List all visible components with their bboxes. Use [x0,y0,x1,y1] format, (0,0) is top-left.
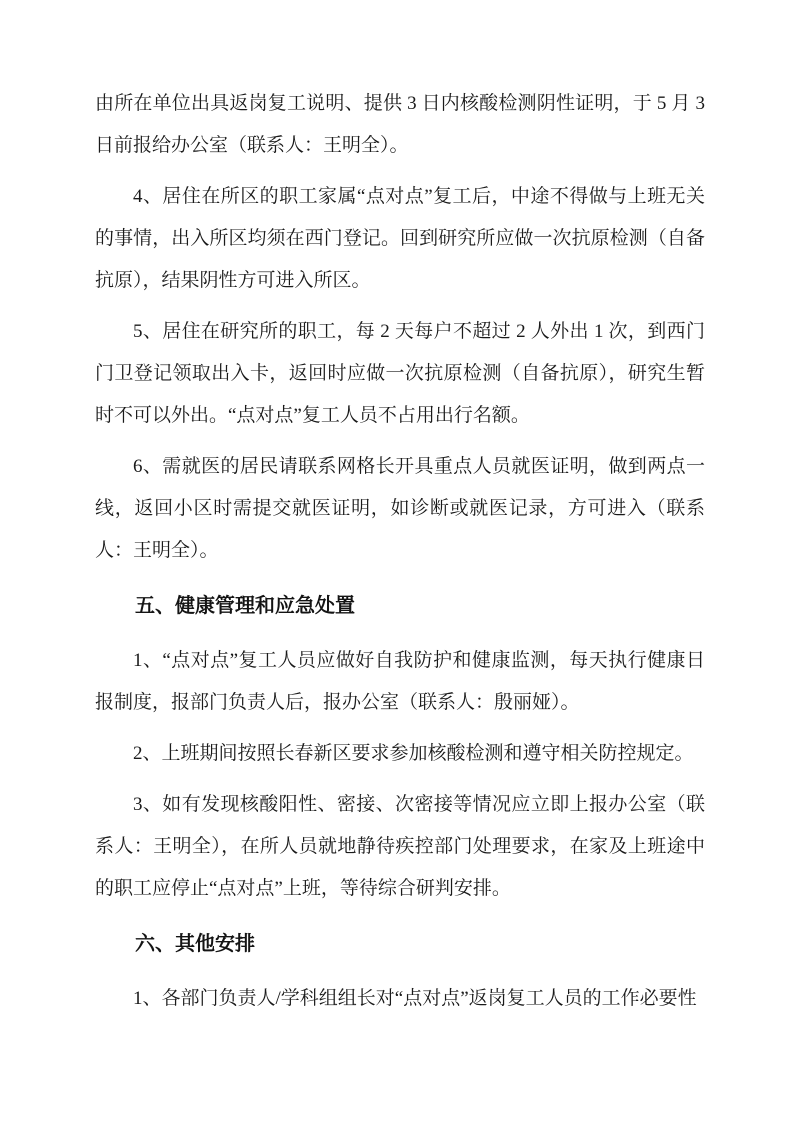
paragraph-item-5: 5、居住在研究所的职工，每 2 天每户不超过 2 人外出 1 次，到西门门卫登记领取出入卡，返回时应做一次抗原检测（自备抗原），研究生暂时不可以外出。“点对点”复工人员不占用出行名额。 [95,321,705,426]
section-heading-other-arrangements: 六、其他安排 [135,933,255,955]
paragraph-item-6: 6、需就医的居民请联系网格长开具重点人员就医证明，做到两点一线，返回小区时需提交就医证明，如诊断或就医记录，方可进入（联系人：王明全）。 [95,456,705,561]
paragraph-section5-item-1: 1、“点对点”复工人员应做好自我防护和健康监测，每天执行健康日报制度，报部门负责人后，报办公室（联系人：殷丽娅）。 [95,650,705,713]
paragraph-item-4: 4、居住在所区的职工家属“点对点”复工后，中途不得做与上班无关的事情，出入所区均须在西门登记。回到研究所应做一次抗原检测（自备抗原），结果阴性方可进入所区。 [95,186,705,291]
paragraph-section5-item-2: 2、上班期间按照长春新区要求参加核酸检测和遵守相关防控规定。 [133,743,694,764]
paragraph-section5-item-3: 3、如有发现核酸阳性、密接、次密接等情况应立即上报办公室（联系人：王明全），在所人员就地静待疾控部门处理要求，在家及上班途中的职工应停止“点对点”上班，等待综合研判安排。 [95,794,705,899]
paragraph-section6-item-1: 1、各部门负责人/学科组组长对“点对点”返岗复工人员的工作必要性 [133,988,697,1009]
paragraph-continued: 由所在单位出具返岗复工说明、提供 3 日内核酸检测阴性证明，于 5 月 3 日前报给办公室（联系人：王明全）。 [95,93,705,156]
section-heading-health-management: 五、健康管理和应急处置 [135,595,355,617]
